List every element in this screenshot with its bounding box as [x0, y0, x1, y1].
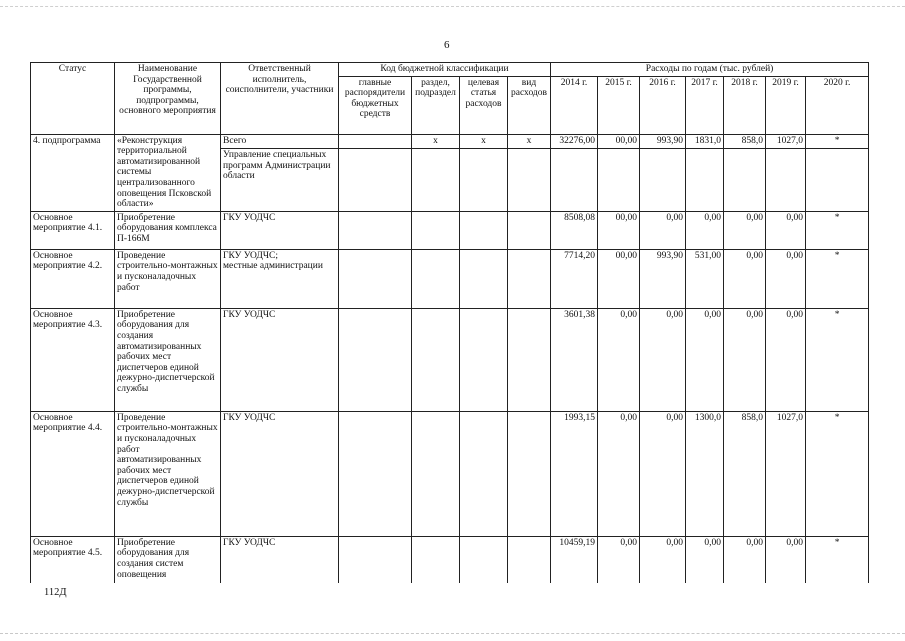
header-year: 2015 г.: [598, 76, 640, 134]
year-value: 10459,19: [551, 536, 598, 583]
year-value: 531,00: [686, 249, 724, 308]
year-value: 0,00: [640, 411, 686, 536]
year-value: 993,90: [640, 134, 686, 149]
row-responsible-main: ГКУ УОДЧС;: [223, 250, 279, 261]
year-value: 0,00: [686, 308, 724, 411]
row-responsible: [221, 536, 339, 583]
header-bcc-col: главные распорядители бюджетных средств: [339, 76, 412, 134]
subprogram-total-label: Всего: [221, 134, 339, 149]
year-value: 0,00: [598, 411, 640, 536]
header-year: 2020 г.: [806, 76, 869, 134]
year-value: 0,00: [724, 211, 766, 249]
year-value: 0,00: [724, 249, 766, 308]
header-bcc-col: раздел, подраздел: [412, 76, 460, 134]
header-bcc-col: целевая статья расходов: [460, 76, 508, 134]
header-year: 2017 г.: [686, 76, 724, 134]
year-value: 0,00: [766, 249, 806, 308]
header-year: 2016 г.: [640, 76, 686, 134]
header-name: Наименование Государственной программы, подпрограммы, основного мероприятия: [115, 63, 221, 135]
header-status: Статус: [31, 63, 115, 135]
year-value: 0,00: [598, 536, 640, 583]
row-name: Проведение строительно-монтажных и пусконаладочных работ автоматизированных рабочих мест диспетчеров единой дежурно-диспетчерской службы: [115, 411, 221, 536]
bcc-cell: x: [460, 134, 508, 149]
year-value: *: [806, 211, 869, 249]
row-status: Основное мероприятие 4.2.: [31, 249, 115, 308]
row-status: Основное мероприятие 4.3.: [31, 308, 115, 411]
year-value: 0,00: [686, 211, 724, 249]
header-year: 2014 г.: [551, 76, 598, 134]
year-value: 0,00: [724, 536, 766, 583]
page-number: 6: [444, 39, 450, 51]
year-value: 0,00: [598, 308, 640, 411]
budget-table: [30, 62, 869, 583]
year-value: 993,90: [640, 249, 686, 308]
year-value: 0,00: [766, 211, 806, 249]
scan-edge-top: [0, 0, 905, 7]
header-year: 2019 г.: [766, 76, 806, 134]
year-value: 1300,0: [686, 411, 724, 536]
year-value: 7714,20: [551, 249, 598, 308]
row-responsible-main: ГКУ УОДЧС: [223, 412, 276, 423]
subprogram-total-row: [31, 134, 869, 149]
row-name: Проведение строительно-монтажных и пусконаладочных работ: [115, 249, 221, 308]
row-responsible: [221, 249, 339, 308]
header-bcc-col: вид расходов: [508, 76, 551, 134]
year-value: 858,0: [724, 411, 766, 536]
header-year: 2018 г.: [724, 76, 766, 134]
bcc-cell: [339, 134, 412, 149]
year-value: 858,0: [724, 134, 766, 149]
year-value: 00,00: [598, 249, 640, 308]
year-value: 00,00: [598, 211, 640, 249]
row-responsible-main: ГКУ УОДЧС: [223, 212, 276, 223]
row-status: Основное мероприятие 4.1.: [31, 211, 115, 249]
row-responsible-main: ГКУ УОДЧС: [223, 537, 276, 548]
header-responsible: Ответственный исполнитель, соисполнители, участники: [221, 63, 339, 135]
year-value: 8508,08: [551, 211, 598, 249]
year-value: *: [806, 249, 869, 308]
year-value: *: [806, 308, 869, 411]
year-value: 1027,0: [766, 411, 806, 536]
year-value: 3601,38: [551, 308, 598, 411]
year-value: *: [806, 134, 869, 149]
year-value: 0,00: [766, 536, 806, 583]
row-responsible-extra: местные администрации: [223, 261, 323, 272]
table-row: [31, 211, 869, 249]
row-status: Основное мероприятие 4.4.: [31, 411, 115, 536]
row-name: Приобретение оборудования для создания автоматизированных рабочих мест диспетчеров единой дежурно-диспетчерской службы: [115, 308, 221, 411]
sheet-code: 112Д: [44, 587, 67, 598]
year-value: 0,00: [766, 308, 806, 411]
bcc-cell: x: [508, 134, 551, 149]
row-status: Основное мероприятие 4.5.: [31, 536, 115, 583]
subprogram-status: 4. подпрограмма: [31, 134, 115, 211]
header-expenses-group: Расходы по годам (тыс. рублей): [551, 63, 869, 77]
year-value: 1993,15: [551, 411, 598, 536]
table-row: [31, 536, 869, 583]
table-row: [31, 249, 869, 308]
row-name: Приобретение оборудования для создания систем оповещения: [115, 536, 221, 583]
table-row: [31, 411, 869, 536]
row-name: Приобретение оборудования комплекса П-166М: [115, 211, 221, 249]
year-value: 32276,00: [551, 134, 598, 149]
table-row: [31, 308, 869, 411]
bcc-cell: x: [412, 134, 460, 149]
year-value: *: [806, 536, 869, 583]
year-value: 0,00: [640, 211, 686, 249]
row-responsible: [221, 411, 339, 536]
year-value: 1831,0: [686, 134, 724, 149]
year-value: *: [806, 411, 869, 536]
row-responsible-main: ГКУ УОДЧС: [223, 309, 276, 320]
subprogram-name: «Реконструкция территориальной автоматизированной системы централизованного оповещения Псковской области»: [115, 134, 221, 211]
year-value: 0,00: [686, 536, 724, 583]
year-value: 0,00: [640, 536, 686, 583]
row-responsible: [221, 308, 339, 411]
header-bcc-group: Код бюджетной классификации: [339, 63, 551, 77]
year-value: 0,00: [640, 308, 686, 411]
year-value: 0,00: [724, 308, 766, 411]
row-responsible: [221, 211, 339, 249]
year-value: 1027,0: [766, 134, 806, 149]
year-value: 00,00: [598, 134, 640, 149]
subprogram-participant: Управление специальных программ Администрации области: [221, 149, 339, 212]
